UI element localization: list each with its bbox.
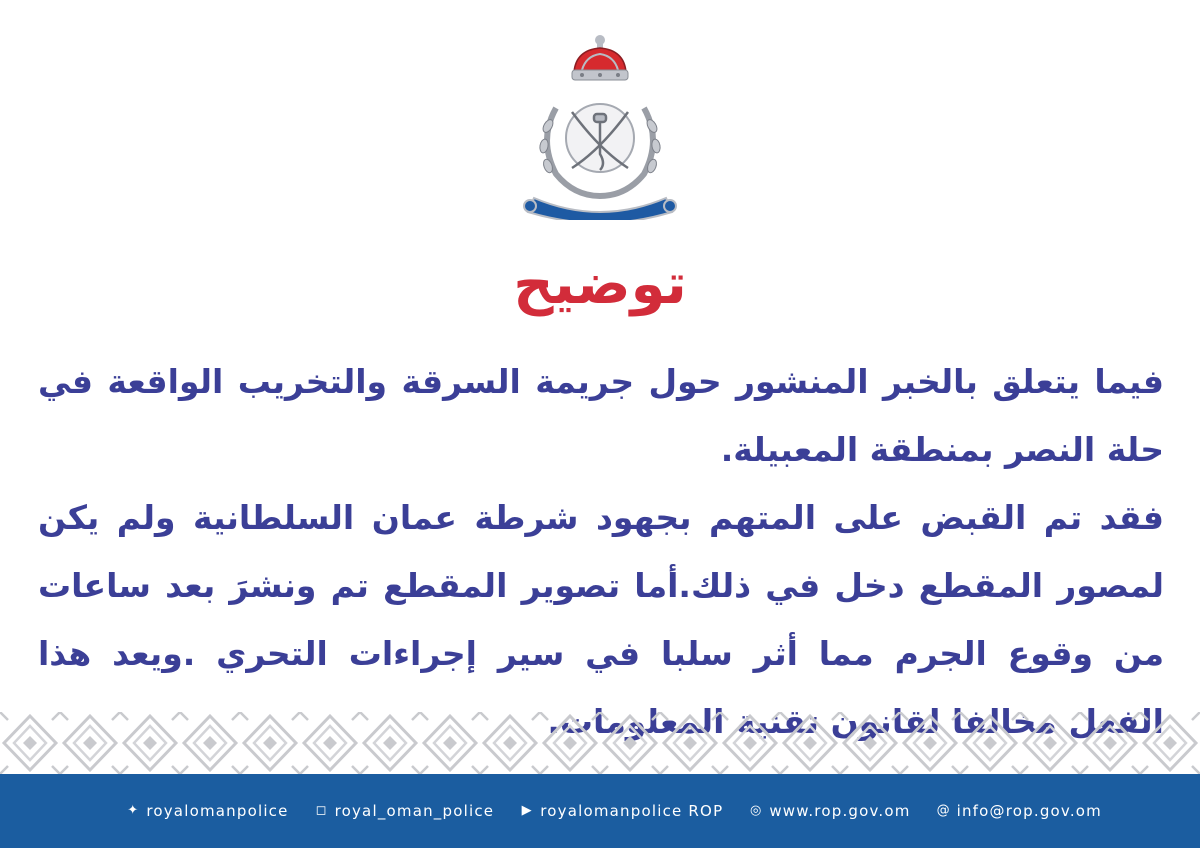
footer-website-text: www.rop.gov.om <box>769 802 911 820</box>
page-title: توضيح <box>513 252 687 317</box>
footer-email[interactable] <box>937 802 1102 820</box>
twitter-icon: ✦ <box>127 803 140 818</box>
footer-instagram-text: royal_oman_police <box>334 802 495 820</box>
footer-youtube-text: royalomanpolice ROP <box>540 802 724 820</box>
statement-body <box>38 348 1164 756</box>
footer-email-text: info@rop.gov.om <box>956 802 1102 820</box>
paragraph-1: فيما يتعلق بالخبر المنشور حول جريمة السرقة والتخريب الواقعة في حلة النصر بمنطقة المعبيلة. <box>38 362 1164 469</box>
email-icon: @ <box>936 803 951 818</box>
royal-oman-police-emblem <box>516 30 684 220</box>
footer-twitter[interactable] <box>126 802 288 820</box>
crown-icon <box>572 35 628 80</box>
youtube-icon: ▶ <box>521 803 533 818</box>
footer-youtube[interactable] <box>520 802 723 820</box>
footer-twitter-text: royalomanpolice <box>146 802 289 820</box>
footer-website[interactable] <box>749 802 910 820</box>
footer-instagram[interactable] <box>315 802 495 820</box>
paragraph-2: فقد تم القبض على المتهم بجهود شرطة عمان السلطانية ولم يكن لمصور المقطع دخل في ذلك.أما تصوير المقطع تم ونشرَ بعد ساعات من وقوع الجرم مما أثر سلبا في سير إجراءات التحري .ويعد هذا <box>38 498 1164 673</box>
globe-icon: ◎ <box>750 803 763 818</box>
instagram-icon: ◻ <box>315 803 328 818</box>
decorative-pattern-band <box>0 712 1200 774</box>
contact-footer <box>0 774 1200 848</box>
